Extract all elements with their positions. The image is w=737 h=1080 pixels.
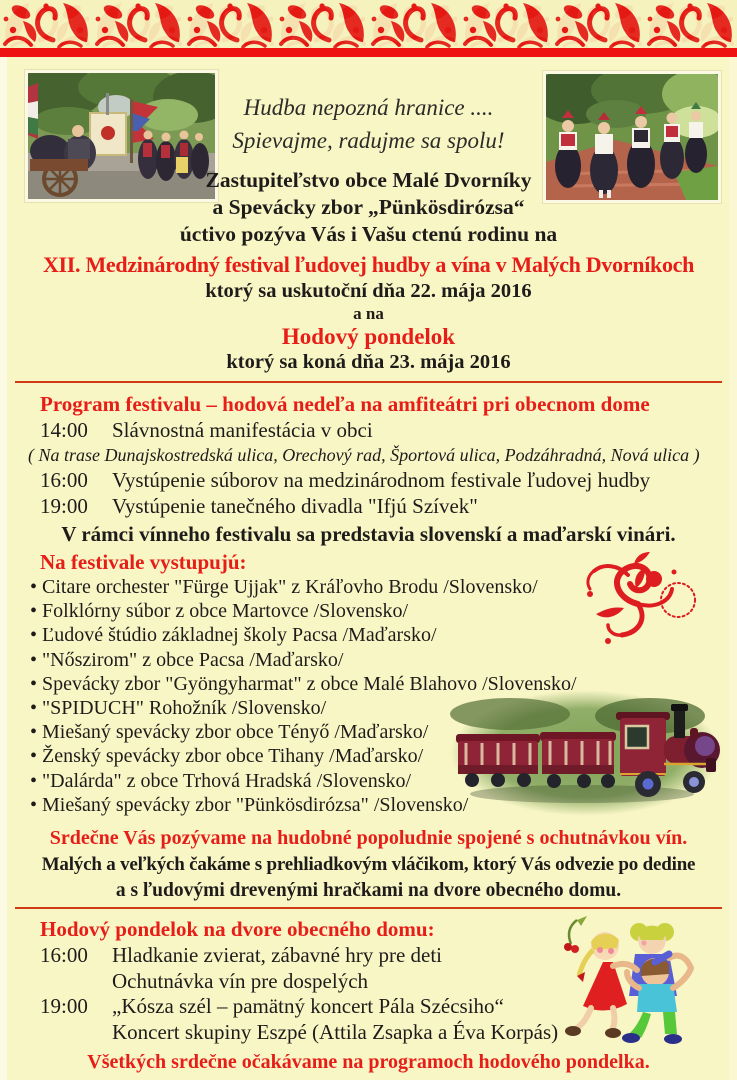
- performer-item: • "Dalárda" z obce Trhová Hradská /Slovensko/: [30, 769, 737, 793]
- monday-time: 16:00: [40, 943, 88, 968]
- performer-item: • Ženský spevácky zbor obce Tihany /Maďarsko/: [30, 744, 737, 768]
- monday-text: Hladkanie zvierat, zábavné hry pre deti: [112, 943, 443, 968]
- performer-item: • Ľudové štúdio základnej školy Pacsa /Maďarsko/: [30, 623, 737, 647]
- performer-item: • Miešaný spevácky zbor obce Tényő /Maďarsko/: [30, 720, 737, 744]
- program-time: 19:00: [40, 494, 88, 518]
- event-date: ktorý sa uskutoční dňa 22. mája 2016: [205, 280, 532, 302]
- program-text: Vystúpenie tanečného divadla "Ifjú Szívek": [112, 494, 478, 518]
- program-text: Slávnostná manifestácia v obci: [112, 418, 373, 442]
- performer-item: • Folklórny súbor z obce Martovce /Slovensko/: [30, 599, 737, 623]
- program-text: Vystúpenie súborov na medzinárodnom festivale ľudovej hudby: [112, 468, 651, 492]
- performer-item: • Miešaný spevácky zbor "Pünkösdirózsa" /Slovensko/: [30, 793, 737, 817]
- performers-section: [0, 549, 737, 575]
- invitation-lines: [0, 167, 737, 248]
- program-row: [40, 467, 719, 493]
- performers-heading: Na festivale vystupujú:: [40, 550, 247, 574]
- performer-item: • "SPIDUCH" Rohožník /Slovensko/: [30, 696, 737, 720]
- program-row: [40, 493, 719, 519]
- event-title-row: [0, 251, 737, 278]
- event-title: XII. Medzinárodný festival ľudovej hudby a vína v Malých Dvorníkoch: [42, 252, 695, 277]
- program-time: 14:00: [40, 418, 88, 442]
- invite-line-2: a Spevácky zbor „Pünkösdirózsa“: [212, 195, 525, 219]
- invitation-line-2-row: [0, 852, 737, 878]
- invitation-line-3: a s ľudovými drevenými hračkami na dvore obecného domu.: [115, 880, 622, 902]
- separator-bottom: [15, 907, 722, 909]
- route-note: ( Na trase Dunajskostredská ulica, Orechový rad, Športová ulica, Podzáhradná, Nová ulica ): [28, 445, 700, 465]
- conjunction: a na: [353, 304, 384, 323]
- monday-program-section: [0, 916, 737, 1045]
- festival-program-heading: Program festivalu – hodová nedeľa na amfiteátri pri obecnom dome: [40, 392, 650, 416]
- monday-row: [40, 994, 719, 1020]
- motto: [0, 91, 737, 157]
- program-time: 16:00: [40, 468, 88, 492]
- monday-text: „Kósza szél – pamätný koncert Pála Szécsiho“: [112, 994, 504, 1019]
- performer-item: • "Nőszirom" z obce Pacsa /Maďarsko/: [30, 648, 737, 672]
- motto-line-2: Spievajme, radujme sa spolu!: [232, 128, 505, 153]
- program-row: [40, 417, 719, 443]
- monday-time: [40, 1020, 112, 1046]
- monday-text: Ochutnávka vín pre dospelých: [112, 968, 369, 993]
- invitation-red-line: Srdečne Vás pozývame na hudobné popoludnie spojené s ochutnávkou vín.: [49, 827, 688, 850]
- monday-time: [40, 969, 112, 995]
- monday-time: 19:00: [40, 994, 88, 1019]
- invite-line-3: úctivo pozýva Vás i Vašu ctenú rodinu na: [179, 222, 558, 246]
- event-subtitle-date: ktorý sa koná dňa 23. mája 2016: [226, 351, 511, 373]
- motto-line-1: Hudba nepozná hranice ....: [243, 95, 494, 120]
- poster-content: [0, 91, 737, 1076]
- monday-heading: Hodový pondelok na dvore obecného domu:: [40, 917, 435, 942]
- monday-row: [40, 969, 719, 995]
- invite-line-1: Zastupiteľstvo obce Malé Dvorníky: [205, 168, 532, 192]
- performer-item: • Citare orchester "Fürge Ujjak" z Kráľovho Brodu /Slovensko/: [30, 575, 737, 599]
- performers-list: [0, 575, 737, 817]
- wine-note: V rámci vínneho festivalu sa predstavia slovenskí a maďarskí vinári.: [61, 522, 676, 546]
- monday-row: [40, 1020, 719, 1046]
- event-subtitle: Hodový pondelok: [281, 324, 456, 349]
- festival-program-section: [0, 391, 737, 519]
- damask-border-ornament: [0, 0, 737, 57]
- performer-item: • Spevácky zbor "Gyöngyharmat" z obce Malé Blahovo /Slovensko/: [30, 672, 737, 696]
- closing-line: Všetkých srdečne očakávame na programoch hodového pondelka.: [87, 1051, 650, 1074]
- separator-top: [15, 381, 722, 383]
- invitation-line-2: Malých a veľkých čakáme s prehliadkovým vláčikom, ktorý Vás odvezie po dedine: [41, 854, 696, 876]
- monday-text: Koncert skupiny Eszpé (Attila Zsapka a Éva Korpás): [112, 1019, 559, 1044]
- monday-row: [40, 943, 719, 969]
